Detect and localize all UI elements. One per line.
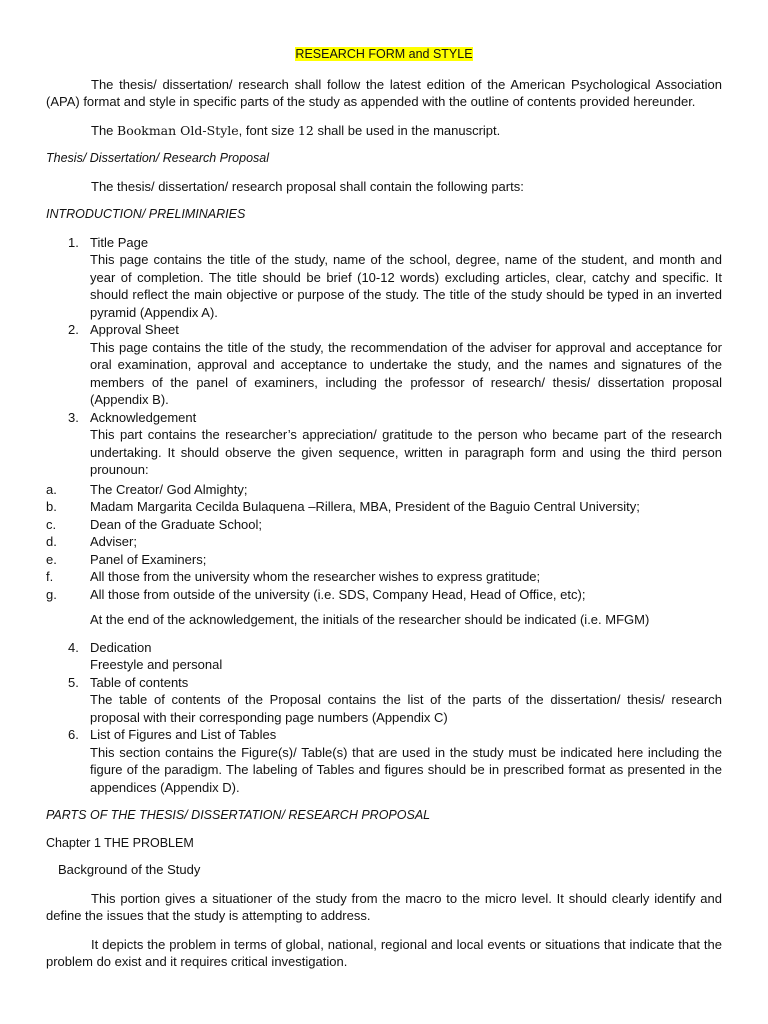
background-paragraph-1: This portion gives a situationer of the study from the macro to the micro level. It should clearly identify and define the issues that the study is attempting to address. <box>46 890 722 923</box>
parts-list-continued <box>46 639 722 797</box>
list-item <box>46 498 722 516</box>
acknowledgement-note: At the end of the acknowledgement, the initials of the researcher should be indicated (i.e. MFGM) <box>90 612 650 627</box>
subitem-text: All those from the university whom the researcher wishes to express gratitude; <box>90 569 541 584</box>
item-title: Table of contents <box>90 674 189 690</box>
preliminaries-heading <box>46 206 722 224</box>
background-paragraph-2: It depicts the problem in terms of global, national, regional and local events or situations that indicate that the problem do exist and it requires critical investigation. <box>46 936 722 969</box>
font-name: Bookman Old-Style <box>117 122 239 138</box>
item-number: 1. <box>68 234 79 250</box>
list-item-title-page <box>46 234 722 322</box>
item-text: The table of contents of the Proposal contains the list of the parts of the dissertation/ thesis/ research proposal with their corresponding page numbers (Appendix C) <box>90 692 722 725</box>
font-line-suffix: shall be used in the manuscript. <box>313 122 501 138</box>
parts-list <box>46 234 722 479</box>
font-line-prefix: The <box>91 122 118 138</box>
proposal-heading: Thesis/ Dissertation/ Research Proposal <box>46 151 270 165</box>
item-text: This page contains the title of the study, the recommendation of the adviser for approval and acceptance for oral examination, approval and acceptance to undertake the study, and the names and signatures of the members of the panel of examiners, including the professor of research/ thesis/ dissertation proposal (Appendix B). <box>90 339 722 407</box>
subitem-text: Madam Margarita Cecilda Bulaquena –Rillera, MBA, President of the Baguio Central University; <box>90 499 640 514</box>
chapter-heading: Chapter 1 THE PROBLEM <box>46 835 194 850</box>
subitem-letter: d. <box>46 534 57 549</box>
font-size-value: 12 <box>297 122 314 138</box>
item-number: 3. <box>68 409 79 425</box>
subitem-text: The Creator/ God Almighty; <box>90 481 248 497</box>
subitem-text: Dean of the Graduate School; <box>90 516 263 532</box>
subitem-text: Adviser; <box>90 534 137 549</box>
list-item-figures-tables <box>46 726 722 796</box>
item-number: 5. <box>68 674 79 690</box>
subitem-text: Panel of Examiners; <box>90 551 207 567</box>
list-item <box>46 516 722 534</box>
proposal-intro: The thesis/ dissertation/ research proposal shall contain the following parts: <box>91 178 524 194</box>
subitem-letter: a. <box>46 481 57 497</box>
background-heading: Background of the Study <box>58 862 201 877</box>
document-title-highlight: RESEARCH FORM and STYLE <box>295 47 473 61</box>
parts-heading-text: PARTS OF THE THESIS/ DISSERTATION/ RESEARCH PROPOSAL <box>46 808 431 822</box>
subitem-letter: f. <box>46 569 54 584</box>
item-text: Freestyle and personal <box>90 657 223 672</box>
list-item-approval-sheet <box>46 321 722 409</box>
list-item-dedication <box>46 639 722 674</box>
item-text: This section contains the Figure(s)/ Table(s) that are used in the study must be indicated here including the figure of the paradigm. The labeling of Tables and figures should be in prescribed format as presented in the appendices (Appendix D). <box>90 744 722 795</box>
acknowledgement-sequence <box>46 481 722 604</box>
item-title: Dedication <box>90 639 152 655</box>
parts-heading <box>46 807 722 825</box>
subitem-letter: b. <box>46 499 57 514</box>
list-item-table-of-contents <box>46 674 722 727</box>
item-number: 4. <box>68 639 79 655</box>
subitem-letter: g. <box>46 586 57 602</box>
list-item-acknowledgement <box>46 409 722 479</box>
item-title: Title Page <box>90 234 149 250</box>
document-title <box>46 45 722 64</box>
list-item <box>46 568 722 586</box>
item-text: This page contains the title of the study, name of the school, degree, name of the student, and month and year of completion. The title should be brief (10-12 words) excluding articles, clear, catchy and specific. It should reflect the main objective or purpose of the study. The title of the study should be typed in an inverted pyramid (Appendix A). <box>90 252 722 320</box>
intro-paragraph: The thesis/ dissertation/ research shall follow the latest edition of the American Psychological Association (APA) format and style in specific parts of the study as appended with the outline of contents provided hereunder. <box>46 76 722 109</box>
list-item <box>46 533 722 551</box>
list-item <box>46 551 722 569</box>
document-page <box>46 45 722 982</box>
item-title: Approval Sheet <box>90 322 179 337</box>
item-title: Acknowledgement <box>90 409 197 425</box>
item-number: 2. <box>68 322 79 337</box>
list-item <box>46 586 722 604</box>
item-number: 6. <box>68 727 79 742</box>
font-line-middle: , font size <box>238 122 298 138</box>
subitem-letter: c. <box>46 516 57 532</box>
item-title: List of Figures and List of Tables <box>90 727 277 742</box>
font-instruction <box>46 122 722 140</box>
subitem-letter: e. <box>46 551 57 567</box>
list-item <box>46 481 722 499</box>
preliminaries-heading-text: INTRODUCTION/ PRELIMINARIES <box>46 207 246 221</box>
subitem-text: All those from outside of the university (i.e. SDS, Company Head, Head of Office, etc); <box>90 586 586 602</box>
item-text: This part contains the researcher’s appreciation/ gratitude to the person who became part of the research undertaking. It should observe the given sequence, written in paragraph form and using the third person prounoun: <box>90 427 722 477</box>
